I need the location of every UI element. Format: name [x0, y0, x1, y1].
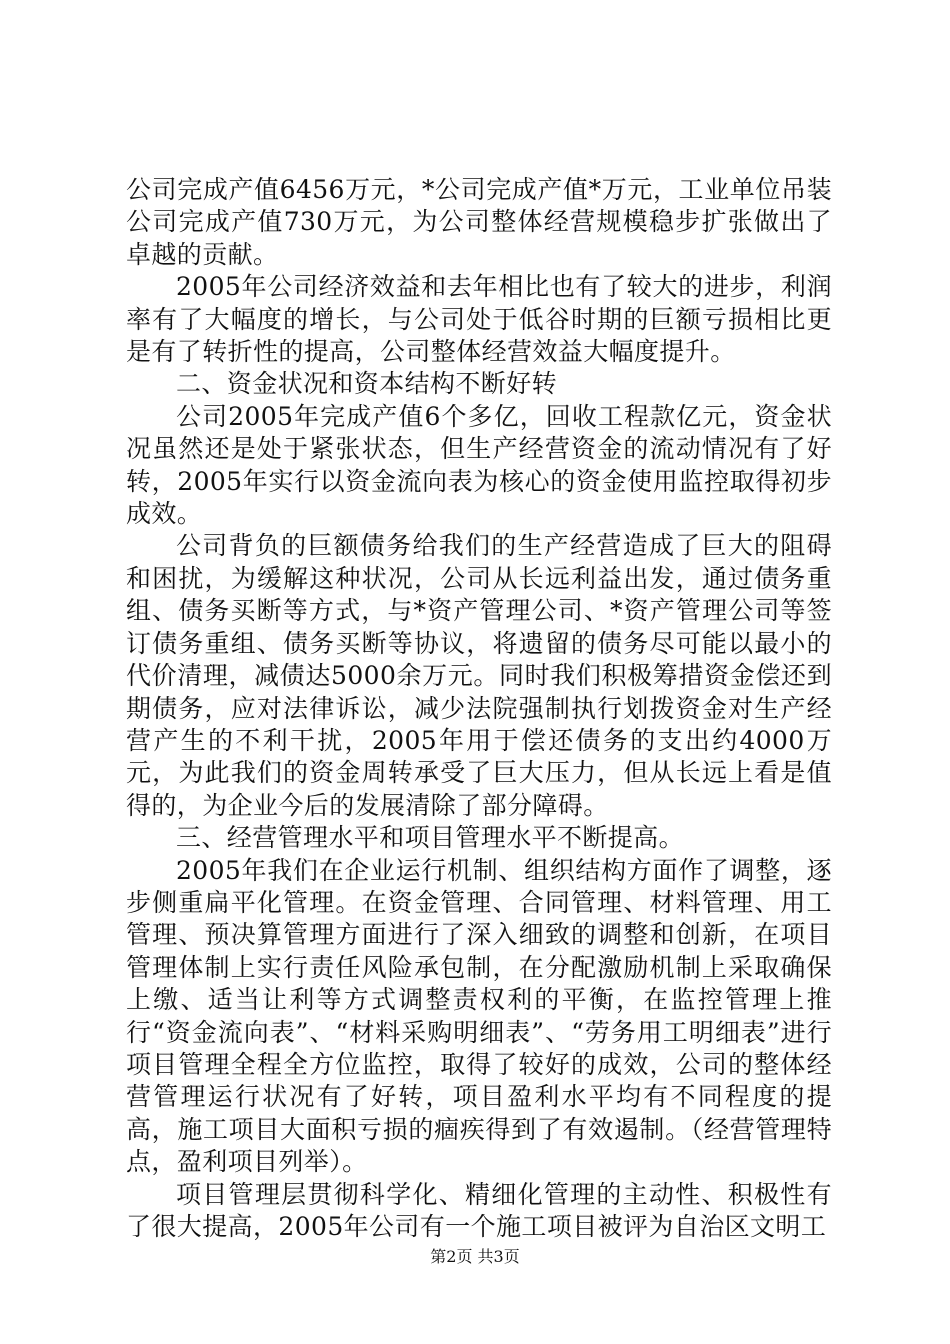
section-heading-management: 三、经营管理水平和项目管理水平不断提高。	[176, 823, 685, 853]
paragraph-capital-status: 公司2005年完成产值6个多亿，回收工程款亿元，资金状况虽然还是处于紧张状态，但生产经营资金的流动情况有了好转，2005年实行以资金流向表为核心的资金使用监控取得初步成效。	[126, 401, 832, 529]
paragraph-management-reform: 2005年我们在企业运行机制、组织结构方面作了调整，逐步侧重扁平化管理。在资金管理、合同管理、材料管理、用工管理、预决算管理方面进行了深入细致的调整和创新，在项目管理体制上实行责任风险承包制，在分配激励机制上采取确保上缴、适当让利等方式调整责权利的平衡，在监控管理上推行“资金流向表”、“材料采购明细表”、“劳务用工明细表”进行项目管理全程全方位监控，取得了较好的成效，公司的整体经营管理运行状况有了好转，项目盈利水平均有不同程度的提高，施工项目大面积亏损的痼疾得到了有效遏制。（经营管理特点，盈利项目列举）。	[126, 855, 832, 1177]
section-heading-capital: 二、资金状况和资本结构不断好转	[176, 369, 558, 399]
document-body	[126, 174, 832, 1243]
paragraph-economic-benefit: 2005年公司经济效益和去年相比也有了较大的进步，利润率有了大幅度的增长，与公司处于低谷时期的巨额亏损相比更是有了转折性的提高，公司整体经营效益大幅度提升。	[126, 272, 832, 367]
page-footer	[0, 1244, 950, 1267]
paragraph-debt-restructuring: 公司背负的巨额债务给我们的生产经营造成了巨大的阻碍和困扰，为缓解这种状况，公司从长远利益出发，通过债务重组、债务买断等方式，与*资产管理公司、*资产管理公司等签订债务重组、债务买断等协议，将遗留的债务尽可能以最小的代价清理，减债达5000余万元。同时我们积极筹措资金偿还到期债务，应对法律诉讼，减少法院强制执行划拨资金对生产经营产生的不利干扰，2005年用于偿还债务的支出约4000万元，为此我们的资金周转承受了巨大压力，但从长远上看是值得的，为企业今后的发展清除了部分障碍。	[126, 531, 832, 820]
page-number: 第2页 共3页	[430, 1247, 520, 1266]
paragraph-output-summary: 公司完成产值6456万元，*公司完成产值*万元，工业单位吊装公司完成产值730万元，为公司整体经营规模稳步扩张做出了卓越的贡献。	[126, 175, 832, 269]
paragraph-project-management: 项目管理层贯彻科学化、精细化管理的主动性、积极性有了很大提高，2005年公司有一个施工项目被评为自治区文明工	[126, 1179, 832, 1241]
